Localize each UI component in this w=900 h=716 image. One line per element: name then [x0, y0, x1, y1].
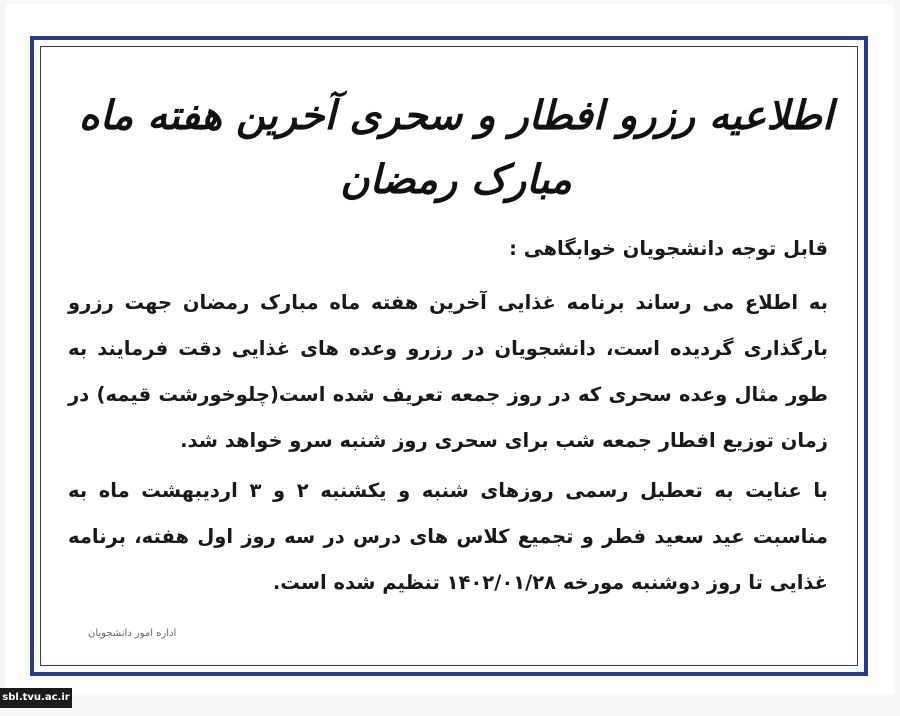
source-watermark: sbl.tvu.ac.ir — [0, 688, 72, 708]
notice-paragraph-2: با عنایت به تعطیل رسمی روزهای شنبه و یکشنبه ۲ و ۳ اردیبهشت ماه به مناسبت عید سعید فطر و تجمیع کلاس های درس در سه روز اول هفته، برنامه غذایی تا روز دوشنبه مورخه ۱۴۰۲/۰۱/۲۸ تنظیم شده است. — [68, 479, 829, 594]
notice-paragraph-1: به اطلاع می رساند برنامه غذایی آخرین هفته ماه مبارک رمضان جهت رزرو بارگذاری گردیده است، دانشجویان در رزرو وعده های غذایی دقت فرمایند به طور مثال وعده سحری که در روز جمعه تعریف شده است(چلوخورشت قیمه) در زمان توزیع افطار جمعه شب برای سحری روز شنبه سرو خواهد شد. — [68, 291, 828, 452]
notice-title: اطلاعیه رزرو افطار و سحری آخرین هفته ماه مبارک رمضان — [78, 92, 834, 203]
notice-body — [68, 226, 828, 606]
issuing-office: اداره امور دانشجویان — [88, 628, 177, 639]
notice-addressee: قابل توجه دانشجویان خوابگاهی : — [509, 237, 828, 260]
notice-sheet — [6, 4, 894, 694]
